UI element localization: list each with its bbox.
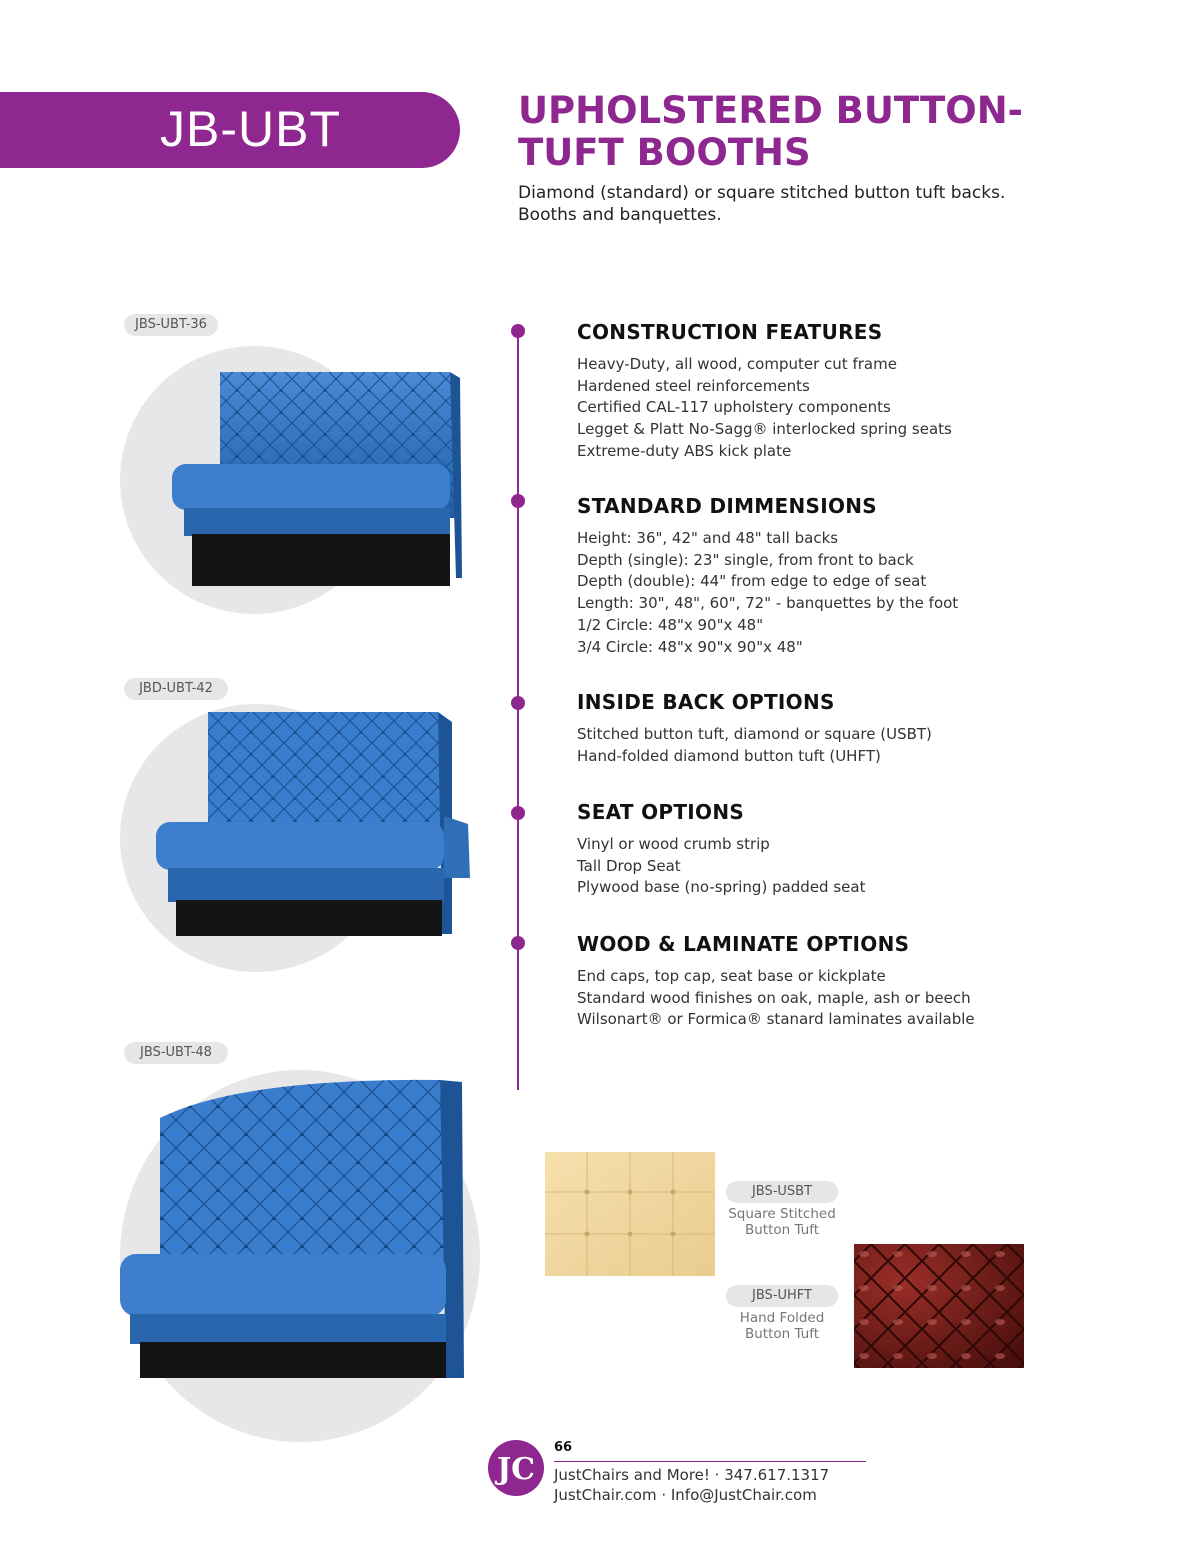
section-heading: INSIDE BACK OPTIONS — [577, 690, 835, 714]
product-code: JB-UBT — [160, 101, 341, 157]
feature-line: Certified CAL-117 upholstery components — [577, 398, 891, 417]
feature-line: Plywood base (no-spring) padded seat — [577, 878, 866, 897]
booth-image-48 — [120, 1078, 480, 1398]
feature-line: Stitched button tuft, diamond or square (USBT) — [577, 725, 932, 743]
feature-line: Standard wood finishes on oak, maple, ash or beech — [577, 988, 971, 1007]
timeline-rule — [517, 330, 519, 1090]
page-subtitle: Diamond (standard) or square stitched button tuft backs. Booths and banquettes. — [518, 183, 1006, 225]
booth-image-42 — [152, 710, 474, 940]
feature-line: Heavy-Duty, all wood, computer cut frame — [577, 355, 897, 373]
footer-divider — [554, 1461, 866, 1462]
product-label: JBD-UBT-42 — [124, 678, 228, 700]
swatch-square-stitched — [545, 1152, 715, 1276]
timeline-dot — [511, 936, 525, 950]
feature-line: Height: 36", 42" and 48" tall backs — [577, 529, 839, 547]
feature-line: Vinyl or wood crumb strip — [577, 835, 770, 853]
section-heading: SEAT OPTIONS — [577, 800, 745, 824]
svg-text:JC: JC — [496, 1452, 536, 1487]
feature-line: Depth (single): 23" single, from front to back — [577, 550, 914, 569]
section-standard-dimensions — [577, 494, 1137, 658]
swatch-description: Square Stitched Button Tuft — [728, 1206, 836, 1238]
feature-line: Extreme-duty ABS kick plate — [577, 441, 792, 460]
timeline-dot — [511, 696, 525, 710]
feature-line: Length: 30", 48", 60", 72" - banquettes by the foot — [577, 594, 959, 613]
feature-line: End caps, top cap, seat base or kickplate — [577, 967, 886, 985]
feature-line: Tall Drop Seat — [577, 856, 681, 875]
section-inside-back-options — [577, 690, 1137, 767]
feature-line: Wilsonart® or Formica® stanard laminates available — [577, 1010, 975, 1029]
swatch-hand-folded — [854, 1244, 1024, 1368]
product-label: JBS-UBT-36 — [124, 314, 218, 336]
feature-line: 3/4 Circle: 48"x 90"x 90"x 48" — [577, 637, 803, 656]
footer-contact-web: JustChair.com · Info@JustChair.com — [554, 1486, 817, 1504]
feature-line: Depth (double): 44" from edge to edge of seat — [577, 572, 927, 591]
jc-logo-mark-icon — [488, 1440, 544, 1496]
timeline-dot — [511, 806, 525, 820]
feature-line: Hand-folded diamond button tuft (UHFT) — [577, 746, 881, 765]
swatch-description: Hand Folded Button Tuft — [739, 1310, 825, 1342]
jc-logo — [488, 1440, 544, 1496]
feature-line: Legget & Platt No-Sagg® interlocked spring seats — [577, 420, 952, 439]
section-seat-options — [577, 800, 1137, 899]
page-title: UPHOLSTERED BUTTON- TUFT BOOTHS — [518, 89, 1024, 174]
swatch-code: JBS-USBT — [726, 1181, 838, 1203]
section-construction-features — [577, 320, 1137, 463]
section-wood-laminate-options — [577, 932, 1137, 1031]
section-heading: WOOD & LAMINATE OPTIONS — [577, 932, 910, 956]
section-heading: STANDARD DIMMENSIONS — [577, 494, 877, 518]
booth-image-36 — [160, 368, 470, 593]
timeline-dot — [511, 494, 525, 508]
feature-line: Hardened steel reinforcements — [577, 376, 810, 395]
section-heading: CONSTRUCTION FEATURES — [577, 320, 883, 344]
page-number: 66 — [554, 1440, 573, 1455]
timeline-dot — [511, 324, 525, 338]
feature-line: 1/2 Circle: 48"x 90"x 48" — [577, 615, 764, 634]
footer-contact-phone: JustChairs and More! · 347.617.1317 — [554, 1466, 830, 1484]
product-label: JBS-UBT-48 — [124, 1042, 228, 1064]
swatch-code: JBS-UHFT — [726, 1285, 838, 1307]
